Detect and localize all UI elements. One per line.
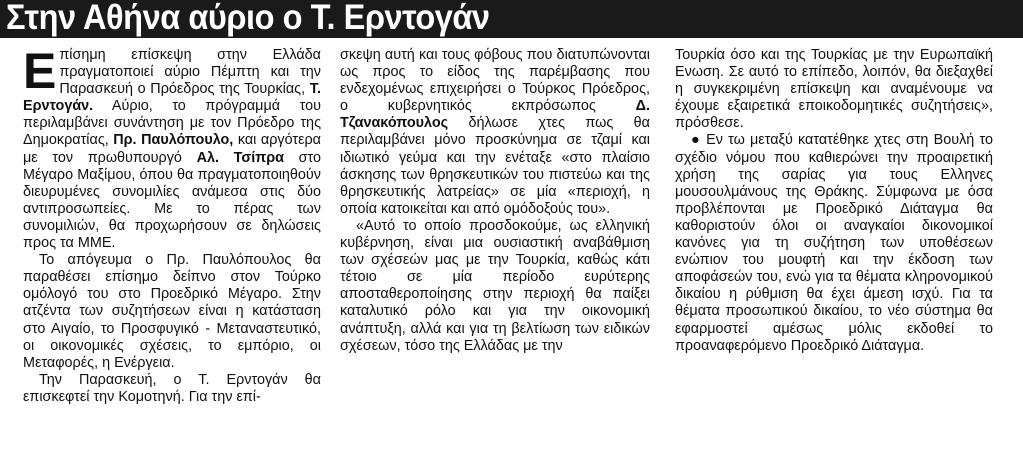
text-run: δήλωσε χτες πως θα περιλαμβάνει μόνο προσκύνημα σε τζαμί και ιδιωτικό γεύμα και την ενέταξε «στο πλαίσιο άσκησης των θρησκευτικών του πιστεύω και της θρησκευτικής λατρείας» σε μία «περιοχή, η οποία κατοικείται και από ομόδοξούς του». bbox=[340, 115, 650, 217]
headline-bar bbox=[0, 0, 1023, 38]
bold-name: Τ. Ερντογάν. bbox=[23, 81, 321, 115]
bold-name: Δ. Τζανακόπουλος bbox=[340, 98, 650, 132]
paragraph-1 bbox=[23, 43, 321, 252]
paragraph-3: Την Παρασκευή, ο Τ. Ερντογάν θα επισκεφτεί την Κομοτηνή. Για την επί- bbox=[23, 371, 321, 405]
paragraph-1 bbox=[340, 47, 650, 218]
paragraph-2: «Αυτό το οποίο προσδοκούμε, ως ελληνική κυβέρνηση, είναι μια ουσιαστική αναβάθμιση των σχέσεών μας με την Τουρκία, καθώς κάτι τέτοιο σε μία περίοδο ευρύτερης αποσταθεροποίησης στην περιοχή θα παίξει καταλυτικό ρόλο και για την οικονομική ανάπτυξη, αλλά και για τη βελτίωση των ειδικών σχέσεων, τόσο της Ελλάδας με την bbox=[340, 217, 650, 354]
headline: Στην Αθήνα αύριο ο Τ. Ερντογάν bbox=[6, 0, 490, 37]
text-run: πίσημη επίσκεψη στην Ελλάδα πραγματοποιεί αύριο Πέμπτη και την Παρασκευή ο Πρόεδρος της Τουρκίας, bbox=[59, 47, 321, 98]
article-column-3 bbox=[675, 47, 993, 355]
article-column-1 bbox=[23, 43, 321, 406]
rich-text bbox=[340, 47, 650, 217]
text-run: Αύριο, το πρόγραμμά του περιλαμβάνει συνάντηση με τον Πρόεδρο της Δημοκρατίας, bbox=[23, 98, 321, 149]
rich-text bbox=[23, 43, 321, 252]
bold-name: Αλ. Τσίπρα bbox=[196, 149, 284, 166]
text-run: σκεψη αυτή και τους φόβους που διατυπώνονται ως προς το είδος της παρέμβασης που ενδεχομένως επιχειρήσει ο Τούρκος Πρόεδρος, ο κυβερνητικός εκπρόσωπος bbox=[340, 47, 650, 115]
paragraph-2: Το απόγευμα ο Πρ. Παυλόπουλος θα παραθέσει επίσημο δείπνο στον Τούρκο ομόλογό του στο Προεδρικό Μέγαρο. Στην ατζέντα των συζητήσεων είναι η κατάσταση στο Αιγαίο, το Προσφυγικό - Μεταναστευτικό, οι οικονομικές σχέσεις, το εμπόριο, οι Μεταφορές, η Ενέργεια. bbox=[23, 252, 321, 371]
drop-cap: Ε bbox=[23, 43, 57, 99]
bold-name: Πρ. Παυλόπουλο, bbox=[113, 132, 234, 149]
text-run: και αργότερα με τον πρωθυπουργό bbox=[23, 132, 321, 166]
paragraph-1: Τουρκία όσο και της Τουρκίας με την Ευρωπαϊκή Ενωση. Σε αυτό το επίπεδο, λοιπόν, θα διεξαχθεί η συγκεκριμένη επίσκεψη και αναμένουμε να έχουμε εξαιρετικά εποικοδομητικές συζητήσεις», πρόσθεσε. bbox=[675, 47, 993, 132]
paragraph-2: ● Εν τω μεταξύ κατατέθηκε χτες στη Βουλή το σχέδιο νόμου που καθιερώνει την προαιρετική χρήση της σαρίας για τους Ελληνες μουσουλμάνους της Θράκης. Σύμφωνα με όσα προβλέπονται με Προεδρικό Διάταγμα θα καθοριστούν όλοι οι αναγκαίοι δικονομικοί κανόνες για τη συζήτηση των υποθέσεων ενώπιον του μουφτή και την έκδοση των αποφάσεών του, ενώ για τα θέματα κληρονομικού δικαίου η ρύθμιση θα έχει άμεση ισχύ. Για τα θέματα προσωπικού δικαίου, το νέο σύστημα θα εφαρμοστεί αμέσως μόλις εκδοθεί το προαναφερόμενο Προεδρικό Διάταγμα. bbox=[675, 132, 993, 354]
article-column-2 bbox=[340, 47, 650, 355]
text-run: στο Μέγαρο Μαξίμου, όπου θα πραγματοποιηθούν διευρυμένες συνομιλίες ανάμεσα στις δύο αντιπροσωπείες. Με το πέρας των συνομιλιών, θα προχωρήσουν σε δηλώσεις προς τα ΜΜΕ. bbox=[23, 149, 321, 252]
